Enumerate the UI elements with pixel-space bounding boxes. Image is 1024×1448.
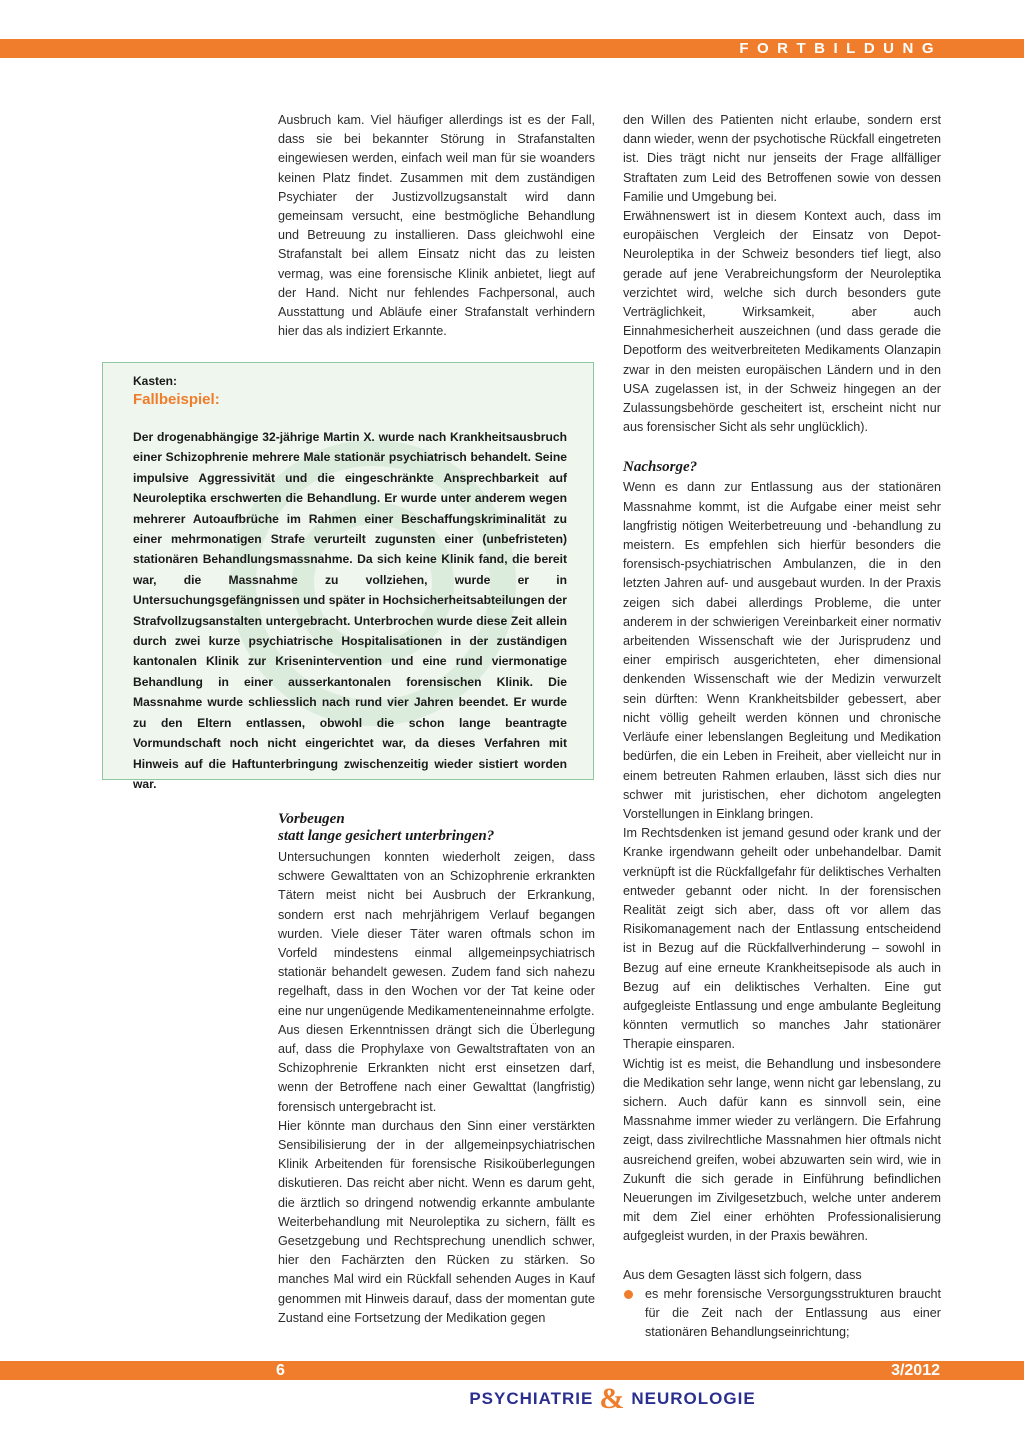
heading-nachsorge: Nachsorge? (623, 459, 698, 476)
paragraph: Wenn es dann zur Entlassung aus der stationären Massnahme kommt, ist die Aufgabe einer meist sehr langfristig nötigen Weiterbetreuung und -behandlung zu meistern. Es empfehlen sich hierfür besonders die forensisch-psychiatrischen Ambulanzen, die in den letzten Jahren auf- und ausgebaut wurden. In der Praxis zeigen sich dabei allerdings Probleme, die unter anderem in der schwierigen Vereinbarkeit einer normativ arbeitenden Wissenschaft wie der Jurisprudenz und einer empirisch ausgerichteten, eher dimensional denkenden Wissenschaft wie der Medizin verwurzelt sein dürften: Wenn Krankheitsbilder gebessert, aber nicht völlig geheilt werden können und chronische Verläufe einer lebenslangen Begleitung und Medikation bedürfen, die ein Leben in Freiheit, aber vielleicht nur in einem betreuten Rahmen erlauben, lässt sich dies nur schwer mit juristischen, eher dichotom angelegten Vorstellungen in Einklang bringen. (623, 480, 941, 821)
paragraph: Ausbruch kam. Viel häufiger allerdings ist es der Fall, dass sie bei bekannter Störung in Strafanstalten eingewiesen werden, einfach weil man für sie woanders keinen Platz findet. Zusammen mit dem zuständigen Psychiater der Justizvollzugsanstalt wird dann gemeinsam versucht, eine bestmögliche Behandlung und Betreuung zu installieren. Dass gleichwohl eine Strafanstalt bei allem Einsatz nicht das zu leisten vermag, was eine forensische Klinik anbietet, liegt auf der Hand. Nicht nur fehlendes Fachpersonal, auch Ausstattung und Abläufe einer Strafanstalt verhindern hier das als indiziert Erkannte. (278, 113, 595, 339)
paragraph: Aus diesen Erkenntnissen drängt sich die Überlegung auf, dass die Prophylaxe von Gewaltstraftaten von an Schizophrenie Erkrankten nicht erst einsetzen darf, wenn der Betroffene nach einer Gewalttat (langfristig) forensisch untergebracht ist. (278, 1022, 595, 1114)
list-item (623, 1285, 941, 1343)
heading-line-1: Vorbeugen (278, 811, 345, 827)
section-label: FORTBILDUNG (739, 40, 942, 57)
paragraph: Hier könnte man durchaus den Sinn einer verstärkten Sensibilisierung der in der allgemeinpsychiatrischen Klinik Arbeitenden für forensische Risikoüberlegungen diskutieren. Das reicht aber nicht. Wenn es darum geht, die ärztlich so dringend notwendig erkannte ambulante Weiterbehandlung mit Neuroleptika zu sichern, fällt es Gesetzgebung und Rechtsprechung unendlich schwer, hier den Fachärzten den Rücken zu stärken. So manches Mal wird ein Rückfall sehenden Auges in Kauf genommen mit Hinweis darauf, dass der momentan gute Zustand eine Fortsetzung der Medikation gegen (278, 1118, 595, 1325)
journal-name-part-1: PSYCHIATRIE (469, 1389, 594, 1408)
column-3 (623, 111, 941, 1342)
paragraph: Im Rechtsdenken ist jemand gesund oder krank und der Kranke irgendwann geheilt oder unbehandelbar. Damit verknüpft ist die Rückfallgefahr für deliktisches Verhalten entweder gebannt oder nicht. In der forensischen Realität zeigt sich aber, dass oft vor allem das Risikomanagement nach der Entlassung entscheidend ist in Bezug auf die Rückfallverhinderung – sowohl in Bezug auf eine erneute Krankheitsepisode als auch in Bezug auf ein deliktisches Verhalten. Eine gut aufgegleiste Entlassung und enge ambulante Begleitung könnten vermutlich so manches Jahr stationärer Therapie einsparen. (623, 826, 941, 1052)
paragraph: den Willen des Patienten nicht erlaube, sondern erst dann wieder, wenn der psychotische Rückfall eingetreten ist. Dies trägt nicht nur jenseits der Frage allfälliger Straftaten zum Leid des Betroffenen sowie von dessen Familie und Umgebung bei. (623, 113, 941, 204)
issue-number: 3/2012 (891, 1362, 940, 1379)
paragraph: Erwähnenswert ist in diesem Kontext auch, dass im europäischen Vergleich der Einsatz von Depot-Neuroleptika in der Schweiz besonders tief liegt, also gerade auf jene Verabreichungsform der Neuroleptika verzichtet wird, welche sich durch besonders gute Verträglichkeit, Wirksamkeit, aber auch Einnahmesicherheit auszeichnen (und dass gerade die Depotform des weitverbreiteten Medikaments Olanzapin zwar in den meisten europäischen Ländern und in den USA zugelassen ist, in der Schweiz hingegen an der Zulassungsbehörde gescheitert ist, erscheint nicht nur aus forensischer Sicht als sehr unglücklich). (623, 209, 941, 435)
list-item-text: es mehr forensische Versorgungsstrukturen braucht für die Zeit nach der Entlassung aus einer stationären Behandlungseinrichtung; (645, 1286, 941, 1340)
paragraph: Untersuchungen konnten wiederholt zeigen, dass schwere Gewalttaten von an Schizophrenie erkrankten Tätern meist nicht bei Ausbruch der Erkrankung, sondern erst nach mehrjährigem Verlauf begangen wurden. Viele dieser Täter waren oftmals schon im Vorfeld mindestens einmal allgemeinpsychiatrisch stationär behandelt gewesen. Zudem fand sich nahezu regelhaft, dass in den Wochen vor der Tat keine oder eine nur ungenügende Medikamenteneinnahme erfolgte. (278, 850, 595, 1018)
bullet-icon (624, 1290, 633, 1299)
box-label: Kasten: (133, 374, 178, 388)
case-box (102, 362, 594, 791)
heading-line-2: statt lange gesichert unterbringen? (278, 828, 495, 844)
heading-vorbeugen (278, 811, 595, 845)
page-number: 6 (276, 1362, 285, 1379)
column-2 (278, 848, 595, 1328)
box-text: Der drogenabhängige 32-jährige Martin X. wurde nach Krankheitsausbruch einer Schizophrenie mehrere Male stationär psychiatrisch behandelt. Seine impulsive Aggressivität und die eingeschränkte Ansprechbarkeit auf Neuroleptika erschwerten die Behandlung. Er wurde unter anderem wegen mehrerer Autoaufbrüche im Rahmen einer Beschaffungskriminalität zu einer mehrmonatigen Strafe verurteilt zugunsten einer (unbefristeten) stationären Behandlungsmassnahme. Da sich keine Klinik fand, die bereit war, die Massnahme zu vollziehen, wurde er in Untersuchungsgefängnissen und später in Hochsicherheitsabteilungen der Strafvollzugsanstalten untergebracht. Unterbrochen wurde diese Zeit allein durch zwei kurze psychiatrische Hospitalisationen in der zuständigen kantonalen Klinik zur Krisenintervention und eine rund viermonatige Behandlung in einer ausserkantonalen forensischen Klinik. Die Massnahme wurde schliesslich nach rund vier Jahren beendet. Er wurde zu den Eltern entlassen, obwohl die schon lange beantragte Vormundschaft noch nicht eingerichtet war, da dieses Verfahren mit Hinweis auf die Haftunterbringung zwischenzeitig wieder sistiert worden war. (133, 430, 567, 791)
box-title: Fallbeispiel: (133, 391, 220, 408)
conclusion-intro: Aus dem Gesagten lässt sich folgern, dass (623, 1267, 862, 1282)
paragraph: Wichtig ist es meist, die Behandlung und insbesondere die Medikation sehr lange, wenn nicht gar lebenslang, zu sichern. Auch dafür kann es sinnvoll sein, eine Massnahme immer wieder zu verlängern. Die Erfahrung zeigt, dass zivilrechtliche Massnahmen hier oftmals nicht ausreichend greifen, wobei abzuwarten sein wird, wie in Zukunft die sich gerade in Einführung befindlichen Neuerungen im Zivilgesetzbuch, welche unter anderem mit dem Ziel einer erhöhten Professionalisierung aufgegleist wurden, in der Praxis bewähren. (623, 1056, 941, 1244)
conclusion-list (623, 1285, 941, 1343)
footer-bar (0, 1361, 1024, 1380)
column-1 (278, 111, 595, 341)
journal-name-part-2: NEUROLOGIE (631, 1389, 756, 1408)
header-bar (0, 39, 1024, 58)
journal-logo (470, 1380, 755, 1418)
journal-ampersand: & (599, 1382, 626, 1415)
